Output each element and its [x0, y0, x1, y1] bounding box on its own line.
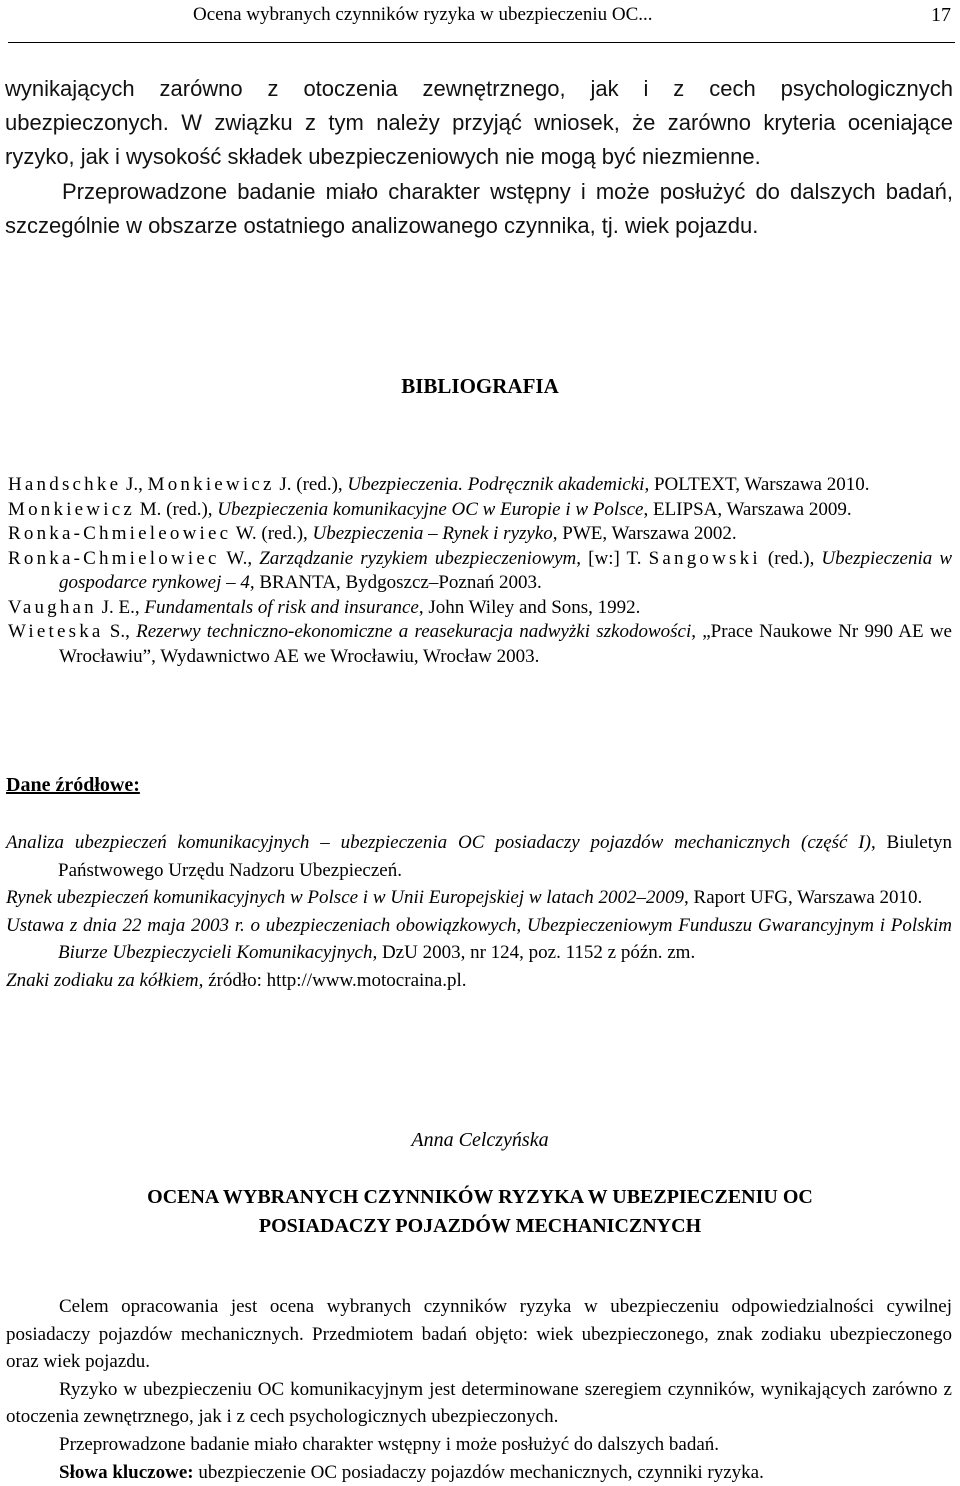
- entry-text: , BRANTA, Bydgoszcz–Poznań 2003.: [249, 572, 542, 593]
- keywords-label: Słowa kluczowe:: [59, 1461, 194, 1483]
- author-name: Monkiewicz: [8, 498, 135, 520]
- entry-text: , John Wiley and Sons, 1992.: [418, 596, 641, 618]
- bibliography-heading: BIBLIOGRAFIA: [401, 374, 559, 398]
- abstract: [6, 1293, 952, 1486]
- source-title: Ustawa z dnia 22 maja 2003 r. o ubezpieczeniach obowiązkowych, Ubezpieczeniowym Funduszu Gwarancyjnym i Polskim Biurze Ubezpieczycieli Komunikacyjnych: [6, 914, 952, 964]
- author-name: Monkiewicz: [147, 474, 275, 495]
- source-entry: [6, 967, 952, 995]
- bibliography-entry: [8, 620, 952, 669]
- author-name: Ronka-Chmieleowiec: [8, 523, 232, 544]
- keywords-line: [6, 1459, 952, 1486]
- bibliography-entry: [8, 547, 952, 596]
- author-name: Handschke: [8, 474, 122, 495]
- summary-title-line-1: OCENA WYBRANYCH CZYNNIKÓW RYZYKA W UBEZPIECZENIU OC: [147, 1186, 813, 1208]
- entry-text: (red.),: [760, 547, 822, 569]
- entry-text: W.,: [219, 547, 260, 569]
- bibliography-entry: [8, 522, 952, 547]
- entry-text: J. (red.),: [274, 474, 348, 495]
- intro-text: [5, 72, 953, 243]
- abstract-paragraph-2: Ryzyko w ubezpieczeniu OC komunikacyjnym jest determinowane szeregiem czynników, wynikających zarówno z otoczenia zewnętrznego, jak i z cech psychologicznych ubezpieczonych.: [6, 1378, 952, 1428]
- source-entry: [6, 912, 952, 967]
- work-title: Rezerwy techniczno-ekonomiczne a reasekuracja nadwyżki szkodowości: [136, 621, 692, 642]
- source-text: , Biuletyn Państwowego Urzędu Nadzoru Ubezpieczeń.: [58, 832, 952, 881]
- source-text: źródło: http://www.motocraina.pl.: [203, 969, 467, 991]
- summary-author: Anna Celczyńska: [411, 1129, 549, 1151]
- entry-text: J.,: [121, 474, 148, 495]
- summary-title: [0, 1183, 960, 1241]
- page-number: 17: [931, 4, 951, 26]
- source-text: , Raport UFG, Warszawa 2010.: [684, 887, 923, 909]
- work-title: Ubezpieczenia. Podręcznik akademicki: [347, 474, 645, 495]
- running-header: [8, 0, 955, 43]
- abstract-paragraph-1: Celem opracowania jest ocena wybranych czynników ryzyka w ubezpieczeniu odpowiedzialności cywilnej posiadaczy pojazdów mechanicznych. Przedmiotem badań objęto: wiek ubezpieczonego, znak zodiaku ubezpieczonego oraz wiek pojazdu.: [6, 1296, 952, 1373]
- intro-paragraph-2: Przeprowadzone badanie miało charakter wstępny i może posłużyć do dalszych badań, szczególnie w obszarze ostatniego analizowanego czynnika, tj. wiek pojazdu.: [5, 178, 953, 238]
- work-title: Ubezpieczenia w gospodarce rynkowej – 4: [59, 547, 952, 593]
- running-title: Ocena wybranych czynników ryzyka w ubezpieczeniu OC...: [193, 4, 653, 25]
- keywords-text: ubezpieczenie OC posiadaczy pojazdów mechanicznych, czynniki ryzyka.: [193, 1461, 764, 1483]
- entry-text: M. (red.),: [134, 498, 218, 520]
- entry-text: , „Prace Naukowe Nr 990 AE we Wrocławiu”, Wydawnictwo AE we Wrocławiu, Wrocław 2003.: [59, 621, 952, 667]
- author-name: Sangowski: [648, 547, 761, 569]
- source-text: , DzU 2003, nr 124, poz. 1152 z późn. zm.: [372, 942, 696, 964]
- source-entry: [6, 829, 952, 884]
- entry-text: J. E.,: [96, 596, 145, 618]
- source-title: Rynek ubezpieczeń komunikacyjnych w Polsce i w Unii Europejskiej w latach 2002–2009: [6, 887, 685, 909]
- bibliography-entry: [8, 473, 952, 498]
- summary-title-line-2: POSIADACZY POJAZDÓW MECHANICZNYCH: [258, 1215, 702, 1237]
- source-title: Znaki zodiaku za kółkiem,: [6, 969, 204, 991]
- entry-text: , [w:] T.: [576, 547, 649, 569]
- intro-paragraph-1: wynikających zarówno z otoczenia zewnętrznego, jak i z cech psychologicznych ubezpieczonych. W związku z tym należy przyjąć wniosek, że zarówno kryteria oceniające ryzyko, jak i wysokość składek ubezpieczeniowych nie mogą być niezmienne.: [5, 76, 953, 170]
- entry-text: , ELIPSA, Warszawa 2009.: [643, 498, 852, 520]
- work-title: Ubezpieczenia komunikacyjne OC w Europie i w Polsce: [217, 498, 644, 520]
- work-title: Zarządzanie ryzykiem ubezpieczeniowym: [259, 547, 577, 569]
- sources-heading: Dane źródłowe:: [6, 774, 140, 796]
- author-name: Ronka-Chmielowiec: [8, 547, 220, 569]
- entry-text: S.,: [103, 621, 137, 642]
- sources-list: [6, 829, 952, 995]
- author-name: Wieteska: [8, 621, 104, 642]
- work-title: Fundamentals of risk and insurance: [144, 596, 419, 618]
- work-title: Ubezpieczenia – Rynek i ryzyko: [312, 523, 553, 544]
- bibliography-entry: [8, 596, 952, 621]
- entry-text: , POLTEXT, Warszawa 2010.: [644, 474, 870, 495]
- abstract-paragraph-3: Przeprowadzone badanie miało charakter wstępny i może posłużyć do dalszych badań.: [59, 1433, 719, 1455]
- source-entry: [6, 884, 952, 912]
- bibliography-list: [8, 473, 952, 669]
- bibliography-entry: [8, 498, 952, 523]
- author-name: Vaughan: [8, 596, 97, 618]
- entry-text: W. (red.),: [231, 523, 313, 544]
- entry-text: , PWE, Warszawa 2002.: [552, 523, 737, 544]
- source-title: Analiza ubezpieczeń komunikacyjnych – ubezpieczenia OC posiadaczy pojazdów mechanicznych (część I): [6, 832, 871, 853]
